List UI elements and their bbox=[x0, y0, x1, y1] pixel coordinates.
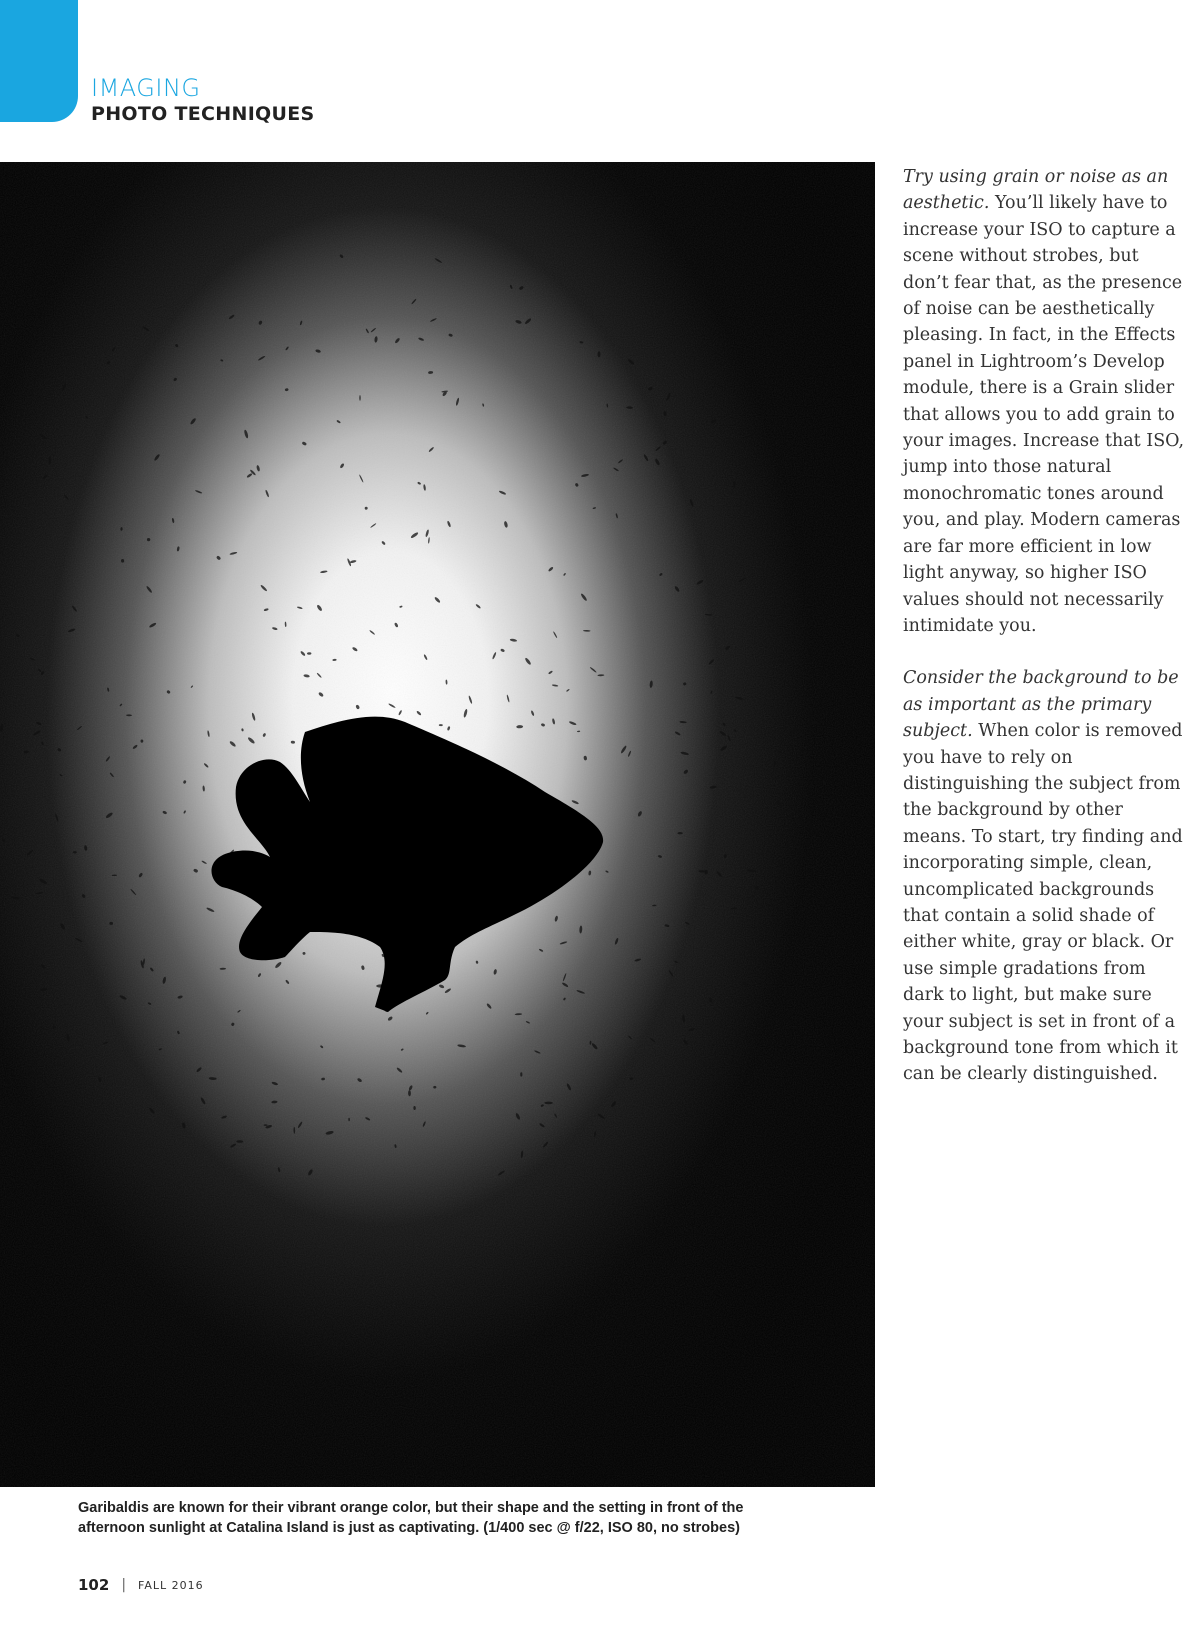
tip-text-background: When color is removed you have to rely on distinguishing the subject from the background by other means. To start, try finding and incorporating simple, clean, uncomplicated backgrounds that contain a solid shade of either white, gray or black. Or use simple gradations from dark to light, but make sure your subject is set in front of a background tone from which it can be clearly distinguished. bbox=[903, 721, 1183, 1085]
plankton-speck bbox=[348, 1118, 350, 1121]
tip-text-grain: You’ll likely have to increase your ISO to capture a scene without strobes, but don’t fear that, as the presence of noise can be aesthetically pleasing. In fact, in the Effects panel in Lightroom’s Develop module, there is a Grain slider that allows you to add grain to your images. Increase that ISO, jump into those natural monochromatic tones around you, and play. Modern cameras are far more efficient in low light anyway, so higher ISO values should not necessarily intimidate you. bbox=[903, 193, 1185, 636]
article-body bbox=[903, 164, 1188, 1114]
folio-divider: | bbox=[121, 1577, 127, 1593]
paragraph-background bbox=[903, 665, 1188, 1088]
section-color-tab bbox=[0, 0, 78, 122]
page-folio bbox=[78, 1576, 204, 1594]
tip-lead-grain: Try using grain or noise as an aesthetic. bbox=[903, 167, 1169, 214]
tip-lead-background: Consider the background to be as important as the primary subject. bbox=[903, 668, 1179, 742]
plankton-speck bbox=[359, 395, 360, 401]
section-title: PHOTO TECHNIQUES bbox=[91, 103, 315, 125]
plankton-speck bbox=[49, 456, 51, 465]
underwater-photo bbox=[0, 162, 875, 1487]
page-number: 102 bbox=[78, 1576, 110, 1594]
photo-caption: Garibaldis are known for their vibrant orange color, but their shape and the setting in front of the afternoon sunlight at Catalina Island is just as captivating. (1/400 sec @ f/22, ISO 80, no strobes) bbox=[78, 1500, 744, 1536]
paragraph-grain bbox=[903, 164, 1188, 639]
issue-date: FALL 2016 bbox=[138, 1578, 204, 1592]
plankton-speck bbox=[544, 1102, 553, 1105]
plankton-speck bbox=[520, 1072, 522, 1076]
section-kicker: IMAGING bbox=[91, 74, 201, 102]
plankton-speck bbox=[264, 1124, 268, 1126]
